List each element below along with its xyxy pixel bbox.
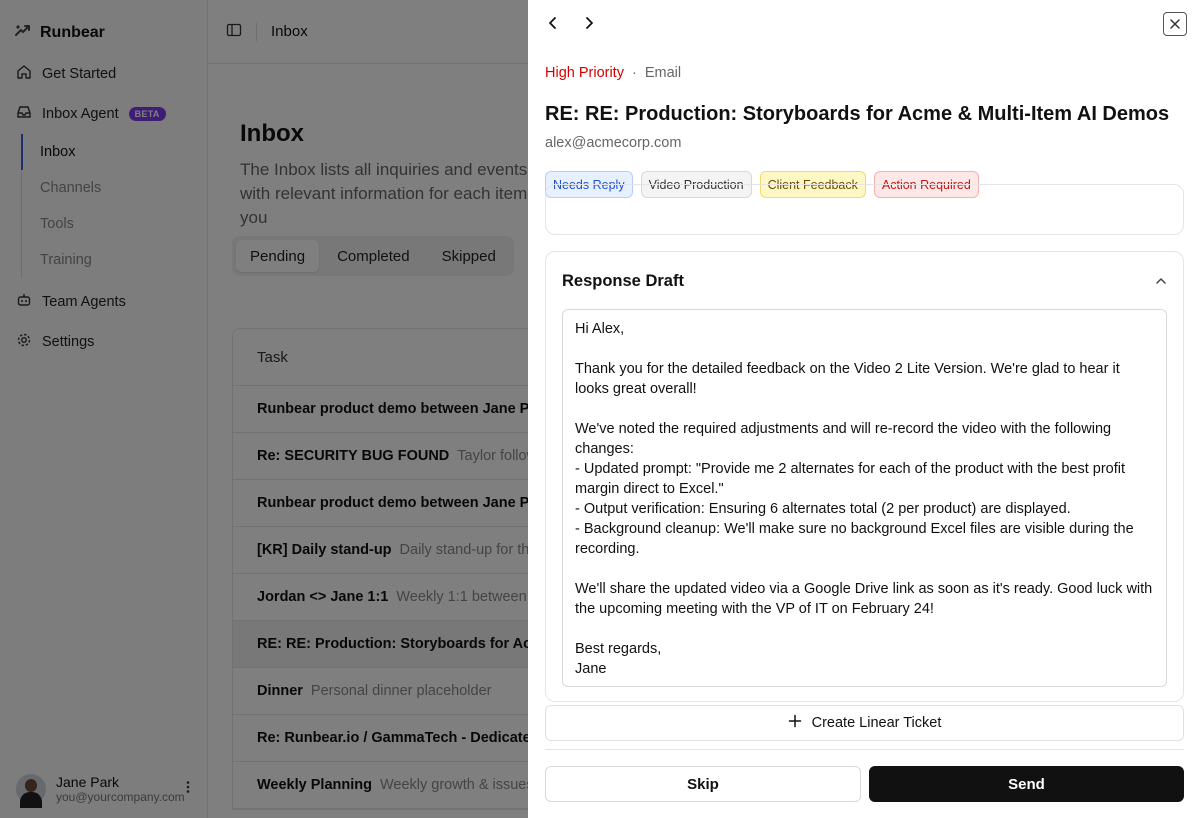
response-draft-textarea[interactable]: Hi Alex, Thank you for the detailed feedback on the Video 2 Lite Version. We're glad to hear it looks great overall! We've noted the required adjustments and will re-record the video with the following changes: - Updated prompt: "Provide me 2 alternates for each of the product with the best profit margin direct to Excel." - Output verification: Ensuring 6 alternates total (2 per product) are displayed. - Background cleanup: We'll make sure no background Excel files are visible during the recording. We'll share the updated video via a Google Drive link as soon as it's ready. Good luck with the upcoming meeting with the VP of IT on February 24! Best regards, Jane [562, 309, 1167, 687]
drawer-scroll-area[interactable] [528, 214, 1200, 750]
tag-action-required: Action Required [874, 171, 979, 198]
tag-client-feedback: Client Feedback [760, 171, 866, 198]
priority-label: High Priority [545, 65, 624, 81]
drawer-navigation [542, 12, 600, 34]
footer-divider [545, 749, 1184, 750]
meta-separator: · [631, 65, 637, 81]
email-subject: RE: RE: Production: Storyboards for Acme & Multi-Item AI Demos [545, 103, 1170, 125]
plus-icon [788, 714, 802, 732]
chevron-right-icon[interactable] [578, 12, 600, 34]
response-draft-card [545, 251, 1184, 702]
create-linear-ticket-button[interactable] [545, 705, 1184, 741]
response-draft-heading: Response Draft [562, 272, 684, 290]
task-detail-drawer [528, 0, 1200, 818]
chevron-up-icon[interactable] [1155, 274, 1167, 292]
chevron-left-icon[interactable] [542, 12, 564, 34]
skip-button[interactable]: Skip [545, 766, 861, 802]
close-icon[interactable] [1163, 12, 1187, 36]
task-meta [545, 65, 681, 81]
tag-needs-reply: Needs Reply [545, 171, 633, 198]
sender-email: alex@acmecorp.com [545, 135, 682, 151]
create-linear-ticket-label: Create Linear Ticket [811, 715, 942, 731]
modal-backdrop[interactable] [0, 0, 528, 818]
send-button[interactable]: Send [869, 766, 1184, 802]
tag-video-production: Video Production [641, 171, 752, 198]
previous-section-card [545, 184, 1184, 235]
channel-type: Email [644, 65, 682, 81]
